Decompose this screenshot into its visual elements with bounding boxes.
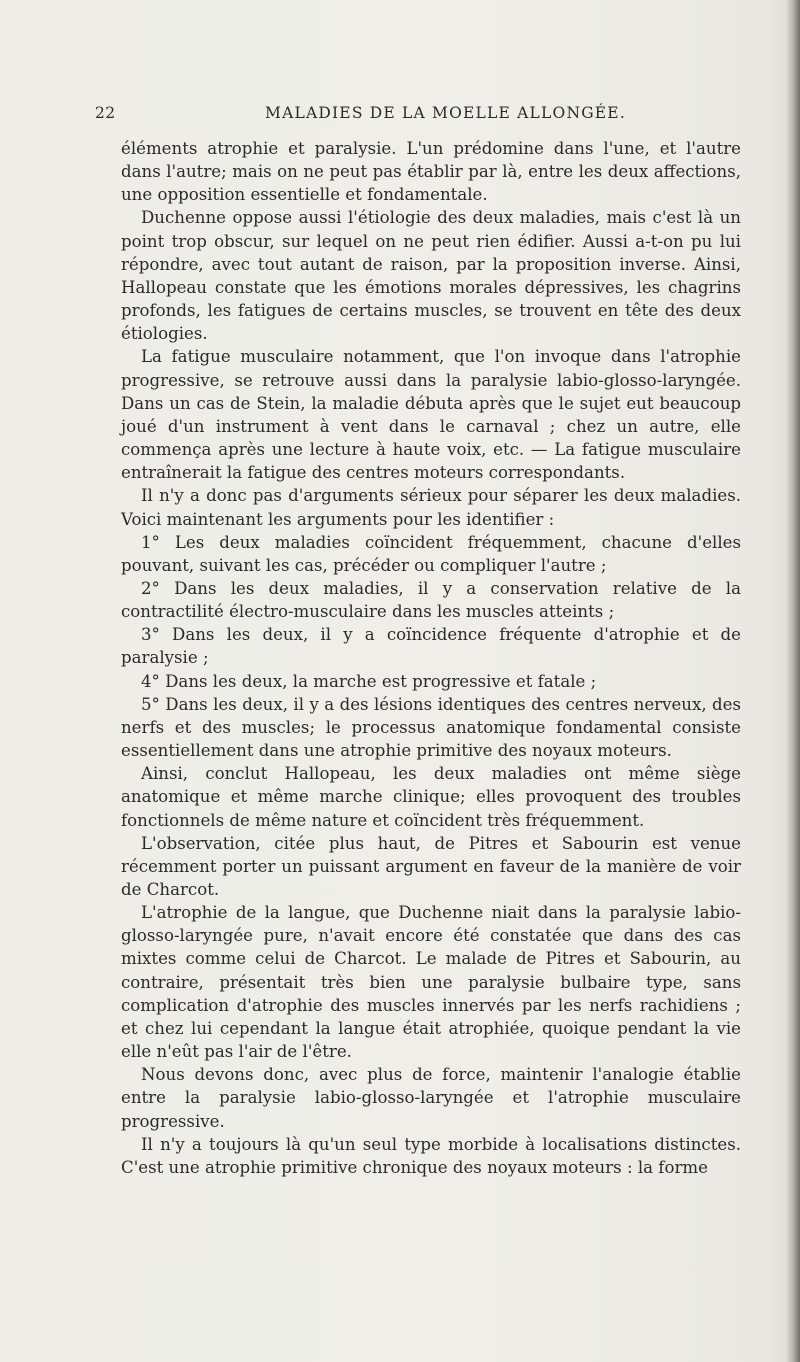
list-item-1: 1° Les deux maladies coïncident fréquemment, chacune d'elles pouvant, suivant les cas, précéder ou compliquer l'autre ;	[121, 532, 741, 575]
paragraph-6: L'observation, citée plus haut, de Pitres et Sabourin est venue récemment porter un puissant argument en faveur de la manière de voir de Charcot.	[121, 833, 741, 899]
page-number: 22	[95, 104, 116, 122]
paragraph-3: La fatigue musculaire notamment, que l'on invoque dans l'atrophie progressive, se retrouve aussi dans la paralysie labio-glosso-laryngée. Dans un cas de Stein, la maladie débuta après que le sujet eut beaucoup joué d'un instrument à vent dans le carnaval ; chez un autre, elle commença après une lecture à haute voix, etc. — La fatigue musculaire entraînerait la fatigue des centres moteurs correspondants.	[121, 347, 741, 483]
paragraph-8: Nous devons donc, avec plus de force, maintenir l'analogie établie entre la paralysie labio-glosso-laryngée et l'atrophie musculaire progressive.	[121, 1065, 741, 1131]
list-item-5: 5° Dans les deux, il y a des lésions identiques des centres nerveux, des nerfs et des muscles; le processus anatomique fondamental consiste essentiellement dans une atrophie primitive des noyaux moteurs.	[121, 694, 741, 761]
paragraph-1: éléments atrophie et paralysie. L'un prédomine dans l'une, et l'autre dans l'autre; mais on ne peut pas établir par là, entre les deux affections, une opposition essentielle et fondamentale.	[121, 139, 741, 205]
list-item-2: 2° Dans les deux maladies, il y a conservation relative de la contractilité électro-musculaire dans les muscles atteints ;	[121, 578, 741, 622]
paragraph-2: Duchenne oppose aussi l'étiologie des deux maladies, mais c'est là un point trop obscur, sur lequel on ne peut rien édifier. Aussi a-t-on pu lui répondre, avec tout autant de raison, par la proposition inverse. Ainsi, Hallopeau constate que les émotions morales dépressives, les chagrins profonds, les fatigues de certains muscles, se trouvent en tête des deux étiologies.	[121, 208, 741, 344]
running-head	[95, 104, 727, 128]
list-item-3: 3° Dans les deux, il y a coïncidence fréquente d'atrophie et de paralysie ;	[121, 625, 741, 668]
paragraph-9: Il n'y a toujours là qu'un seul type morbide à localisations distinctes. C'est une atrophie primitive chronique des noyaux moteurs : la forme	[121, 1134, 741, 1177]
page-edge-shadow	[786, 0, 800, 1362]
paragraph-4: Il n'y a donc pas d'arguments sérieux pour séparer les deux maladies. Voici maintenant les arguments pour les identifier :	[121, 486, 741, 529]
list-item-4: 4° Dans les deux, la marche est progressive et fatale ;	[141, 671, 597, 691]
paragraph-7: L'atrophie de la langue, que Duchenne niait dans la paralysie labio-glosso-laryngée pure, n'avait encore été constatée que dans des cas mixtes comme celui de Charcot. Le malade de Pitres et Sabourin, au contraire, présentait très bien une paralysie bulbaire type, sans complication d'atrophie des muscles innervés par les nerfs rachidiens ; et chez lui cependant la langue était atrophiée, quoique pendant la vie elle n'eût pas l'air de l'être.	[121, 903, 741, 1062]
paragraph-5: Ainsi, conclut Hallopeau, les deux maladies ont même siège anatomique et même marche clinique; elles provoquent des troubles fonctionnels de même nature et coïncident très fréquemment.	[121, 764, 741, 830]
running-title: MALADIES DE LA MOELLE ALLONGÉE.	[265, 104, 626, 122]
body-text	[121, 137, 741, 1179]
